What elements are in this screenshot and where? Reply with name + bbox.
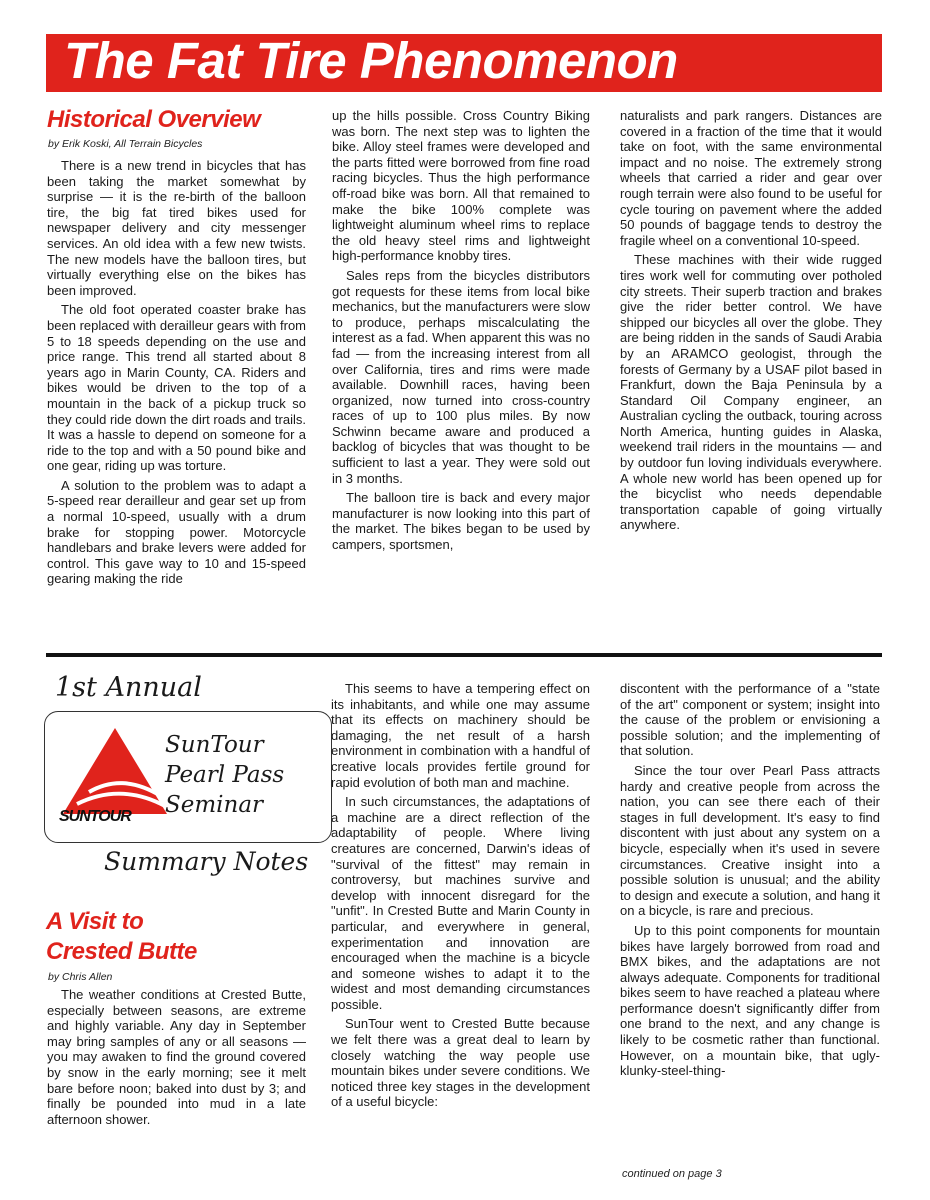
article2-column-2 [331, 681, 590, 1163]
article1-col2-paragraph: Sales reps from the bicycles distributors got requests for these items from local bike mechanics, but the manufacturers were slow to produce, perhaps miscalculating the interest as a fad. When apparent this was no fad — from the increasing interest from all over California, tires and rims were made available. Downhill races, having been organized, now turned into cross-country races of up to 100 plus miles. By now Schwinn became aware and produced a backlog of bicycles that was thought to be sufficient to last a year. They were sold out in 3 months. [332, 267, 590, 486]
article1-col3-paragraph: These machines with their wide rugged tires work well for commuting over potholed city streets. Their superb traction and brakes give the rider better control. We have shipped our bicycles all over the globe. They are being ridden in the sands of Saudi Arabia by an ARAMCO geologist, through the forests of Germany by a USAF pilot based in Frankfurt, down the Baja Peninsula by a Standard Oil Company engineer, an Australian cycling the outback, touring across North America, hunting guides in Alaska, weekend trail riders in the mountains — and by outdoor fun loving individuals everywhere. A whole new world has been opened up for the bicyclist who needs dependable transportation capable of going virtually anywhere. [620, 252, 882, 533]
logo-line: Pearl Pass [165, 762, 285, 788]
section-divider [46, 653, 882, 657]
first-annual-heading: 1st Annual [55, 672, 202, 703]
logo-line: Seminar [165, 792, 264, 818]
article1-column-3 [620, 108, 882, 630]
article2-col3-paragraph: discontent with the performance of a "state of the art" component or system; insight into the cause of the problem or envisioning a possible solution; and the implementing of that solution. [620, 681, 880, 759]
summary-notes-heading: Summary Notes [104, 847, 309, 876]
article2-col3-paragraph: Since the tour over Pearl Pass attracts hardy and creative people from across the nation, you can see there each of their stages in full development. It's easy to find discontent with just about any system on a bicycle, especially when it's used in severe circumstances. Creative insight into a possible solution is unusual; and the ability to design and execute a solution, and hang it on a bicycle, is rare and precious. [620, 762, 880, 919]
article2-byline: by Chris Allen [48, 971, 113, 983]
crested-butte-heading [46, 907, 197, 967]
article2-col2-paragraph: In such circumstances, the adaptations of a machine are a direct reflection of the adaptability of people. Where living creatures are concerned, Darwin's ideas of "survival of the fittest" may remain in controversy, but machines survive and develop with innocent disregard for the "unfit". In Crested Butte and Marin County in particular, and everywhere in general, experimentation and innovation are encouraged when the machine is a bicycle and someone wishes to adapt it to the widest and most demanding circumstances possible. [331, 794, 590, 1012]
article1-col2-paragraph: up the hills possible. Cross Country Biking was born. The next step was to lighten the bike. Alloy steel frames were developed and the parts fitted were borrowed from fine road racing bicycles. Thus the high performance off-road bike was born. All that remained to make the bike 100% complete was lightweight aluminum wheel rims to replace the old heavy steel rims and lightweight high-performance knobby tires. [332, 108, 590, 264]
suntour-wordmark: SUNTOUR [59, 808, 131, 825]
article1-col2-paragraph: The balloon tire is back and every major manufacturer is now looking into this part of the market. The bikes began to be used by campers, sportsmen, [332, 490, 590, 553]
page-title: The Fat Tire Phenomenon [64, 32, 678, 89]
heading-line: A Visit to [46, 908, 144, 935]
article1-byline: by Erik Koski, All Terrain Bicycles [48, 138, 203, 150]
article1-col3-paragraph: naturalists and park rangers. Distances are covered in a fraction of the time that it would take on foot, with the same environmental impact and no noise. The extremely strong wheels that carried a rider and gear over rough terrain were also found to be useful for cycle touring on pavement where the added 50 pounds of baggage tends to destroy the fragile wheel on a conventional 10-speed. [620, 108, 882, 248]
suntour-seminar-logo [44, 711, 332, 843]
title-banner [46, 34, 882, 92]
continued-note: continued on page 3 [622, 1168, 722, 1180]
logo-text [165, 730, 284, 820]
article2-column-3 [620, 681, 880, 1163]
historical-overview-heading: Historical Overview [47, 106, 261, 133]
article1-col1-paragraph: A solution to the problem was to adapt a 5-speed rear derailleur and gear set up from a normal 10-speed, usually with a drum brake for stopping power. Motorcycle handlebars and brake levers were added for control. This gave way to 10 and 15-speed gearing making the ride [47, 477, 306, 587]
article1-col1-paragraph: There is a new trend in bicycles that has been taking the market somewhat by surprise — it is the re-birth of the balloon tire, the big fat tired bikes used for newspaper delivery and city messenger services. An old idea with a few new twists. The new models have the balloon tires, but virtually everything else on the bikes has been improved. [47, 158, 306, 298]
article2-col3-paragraph: Up to this point components for mountain bikes have largely borrowed from road and BMX bikes, and the adaptations are not always adequate. Components for traditional bikes seem to have reached a plateau where performance doesn't significantly differ from one brand to the next, and any change is likely to be cosmetic rather than functional. However, on a mountain bike, that ugly-klunky-steel-thing- [620, 922, 880, 1079]
suntour-triangle-icon [55, 722, 175, 822]
article1-col1-paragraph: The old foot operated coaster brake has been replaced with derailleur gears with from 5 to 18 speeds depending on the use and price range. This trend all started about 8 years ago in Marin County, CA. Riders and bikes would be driven to the top of a mountain in the back of a pickup truck so they could ride down the dirt roads and trails. It was a hassle to depend on someone for a ride to the top and with a 50 pound bike and one gear, riding up was torture. [47, 302, 306, 474]
article2-col2-paragraph: SunTour went to Crested Butte because we felt there was a great deal to learn by closely watching the way people use mountain bikes under severe conditions. We noticed three key stages in the development of a useful bicycle: [331, 1016, 590, 1110]
article2-col2-paragraph: This seems to have a tempering effect on its inhabitants, and while one may assume that its effects on machinery should be damaging, the net result of a harsh environment in combination with a handful of creative locals provides fertile ground for rapid evolution of both man and machine. [331, 681, 590, 790]
logo-line: SunTour [165, 732, 264, 758]
article2-col1-paragraph: The weather conditions at Crested Butte, especially between seasons, are extreme and highly variable. Any day in September may bring samples of any or all seasons — you may awaken to find the ground covered by snow in the early morning; see it melt bare before noon; baked into dust by 3; and finally be pounded into mud in a late afternoon shower. [47, 987, 306, 1127]
article2-column-1 [47, 987, 306, 1157]
article1-column-1 [47, 158, 306, 650]
article1-column-2 [332, 108, 590, 630]
heading-line: Crested Butte [46, 938, 197, 965]
